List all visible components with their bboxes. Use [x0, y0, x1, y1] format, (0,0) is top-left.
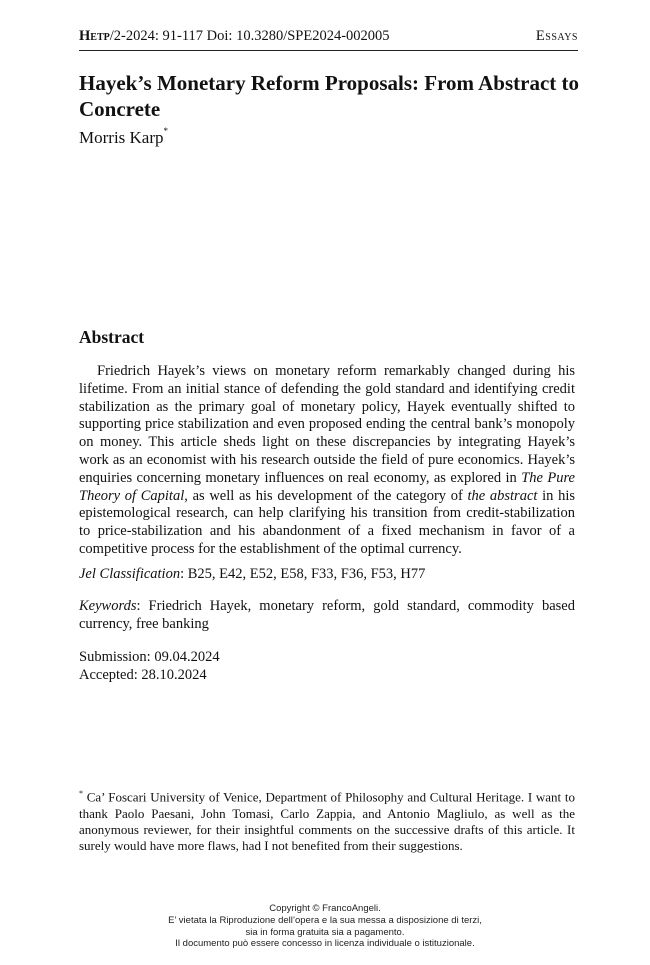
- journal-abbrev: Hetp: [79, 28, 110, 44]
- footnote-mark: *: [79, 789, 83, 798]
- running-header: [79, 28, 578, 51]
- abstract-text-part2: , as well as his development of the category of: [184, 487, 468, 504]
- author-line: [79, 128, 168, 148]
- copyright-line-4: Il documento può essere concesso in licenza individuale o istituzionale.: [175, 938, 475, 950]
- abstract-text-part3: in his epistemological research, can help clarifying his transition from credit-stabilization to price-stabilization and his abandonment of a fixed mechanism in favor of a competitive process for the establishment of the optimal currency.: [79, 487, 575, 557]
- jel-label: Jel Classification: [79, 566, 181, 582]
- jel-classification: [79, 566, 575, 584]
- author-footnote: [79, 786, 575, 854]
- author-footnote-mark: *: [163, 126, 169, 137]
- abstract-text-part1: Friedrich Hayek’s views on monetary reform remarkably changed during his lifetime. From an initial stance of defending the gold standard and identifying credit stabilization as the primary goal of monetary policy, Hayek eventually shifted to supporting price stabilization and even proposed ending the central bank’s monopoly on money. This article sheds light on these discrepancies by integrating Hayek’s work as an economist with his research outside the field of pure economics. Hayek’s enquiries concerning monetary influences on real economy, as explored in: [79, 363, 575, 486]
- footnote-text: Ca’ Foscari University of Venice, Department of Philosophy and Cultural Heritage. I want to thank Paolo Paesani, John Tomasi, Carlo Zappia, and Antonio Magliulo, as well as the anonymous reviewer, for their insightful comments on the successive drafts of this article. It surely would have more flaws, had I not benefited from their suggestions.: [79, 789, 575, 853]
- abstract-heading: Abstract: [79, 327, 145, 347]
- article-title: Hayek’s Monetary Reform Proposals: From Abstract to Concrete: [79, 71, 580, 121]
- keywords-label: Keywords: [79, 598, 137, 614]
- copyright-line-1: Copyright © FrancoAngeli.: [269, 903, 381, 914]
- copyright-notice: [0, 903, 650, 950]
- abstract-category: the abstract: [467, 487, 538, 504]
- copyright-line-2: E’ vietata la Riproduzione dell’opera e la sua messa a disposizione di terzi,: [168, 914, 482, 926]
- journal-citation: [79, 28, 390, 45]
- section-label: Essays: [535, 28, 578, 44]
- author-name: Morris Karp: [79, 128, 164, 147]
- copyright-line-3: sia in forma gratuita sia a pagamento.: [245, 926, 405, 938]
- issue-doi: /2-2024: 91-117 Doi: 10.3280/SPE2024-002005: [109, 28, 390, 44]
- jel-codes: : B25, E42, E52, E58, F33, F36, F53, H77: [180, 566, 426, 582]
- submission-date: Submission: 09.04.2024: [79, 649, 220, 665]
- keywords-text: : Friedrich Hayek, monetary reform, gold standard, commodity based currency, free banking: [79, 598, 575, 632]
- dates-block: [79, 649, 220, 685]
- keywords: [79, 598, 575, 634]
- abstract-book-title: The Pure Theory of Capital: [79, 469, 575, 504]
- accepted-date: Accepted: 28.10.2024: [79, 666, 207, 683]
- abstract-text: [79, 363, 575, 559]
